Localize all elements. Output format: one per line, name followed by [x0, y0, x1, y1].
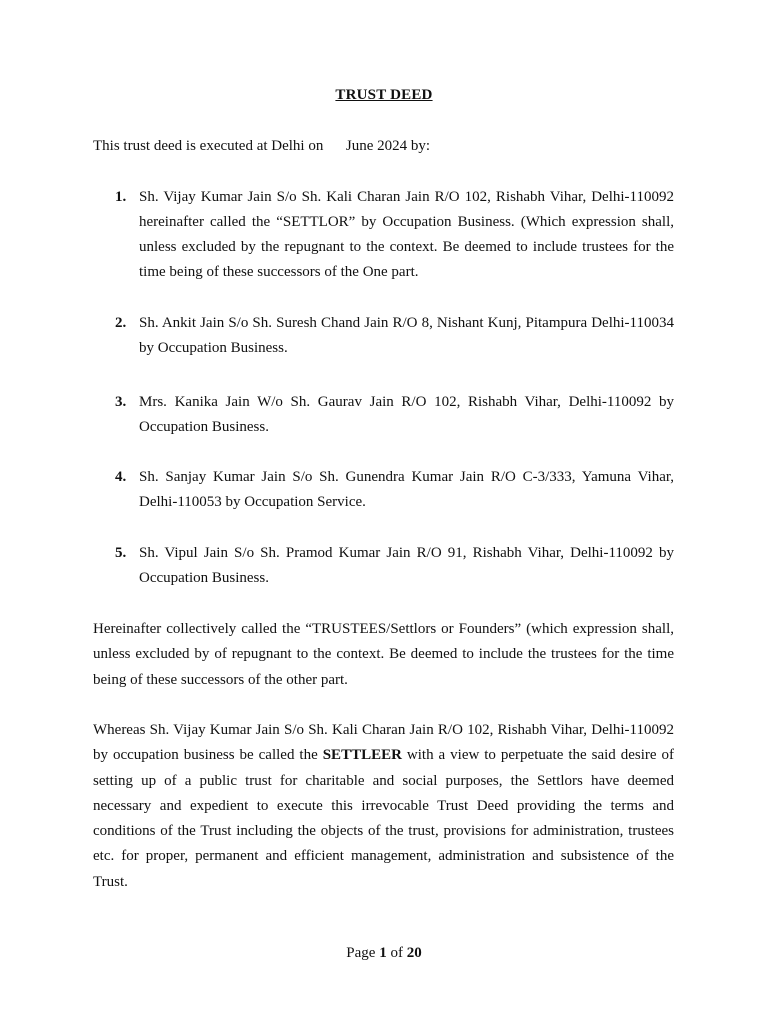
page-footer: [0, 945, 768, 962]
party-item: [115, 311, 674, 361]
party-text: Sh. Ankit Jain S/o Sh. Suresh Chand Jain R/O 8, Nishant Kunj, Pitampura Delhi-110034 by Occupation Business.: [139, 315, 674, 356]
party-number: 3.: [115, 394, 127, 410]
party-item: [115, 541, 674, 591]
party-text: Sh. Sanjay Kumar Jain S/o Sh. Gunendra Kumar Jain R/O C-3/333, Yamuna Vihar, Delhi-110053 by Occupation Service.: [139, 469, 674, 510]
hereinafter-paragraph: Hereinafter collectively called the “TRUSTEES/Settlors or Founders” (which expression shall, unless excluded by of repugnant to the context. Be deemed to include the trustees for the time being of these successors of the other part.: [93, 621, 674, 688]
party-number: 5.: [115, 545, 127, 561]
whereas-text-after: with a view to perpetuate the said desire of setting up of a public trust for charitable and social purposes, the Settlors have deemed necessary and expedient to execute this irrevocable Trust Deed providing the terms and conditions of the Trust including the objects of the trust, provisions for administration, trustees etc. for proper, permanent and efficient management, administration and subsistence of the Trust.: [93, 747, 675, 890]
intro-line: This trust deed is executed at Delhi on June 2024 by:: [93, 138, 431, 154]
page-current: 1: [379, 945, 387, 961]
party-number: 1.: [115, 189, 127, 205]
party-number: 4.: [115, 469, 127, 485]
page-label: Page: [346, 945, 376, 961]
party-text: Sh. Vipul Jain S/o Sh. Pramod Kumar Jain R/O 91, Rishabh Vihar, Delhi-110092 by Occupation Business.: [139, 545, 674, 586]
party-item: [115, 185, 674, 285]
whereas-text-before: Whereas Sh. Vijay Kumar Jain S/o Sh. Kali Charan Jain R/O 102, Rishabh Vihar, Delhi-110092 by occupation business be called the: [93, 722, 674, 764]
document-title: TRUST DEED: [335, 87, 433, 103]
party-text: Sh. Vijay Kumar Jain S/o Sh. Kali Charan Jain R/O 102, Rishabh Vihar, Delhi-110092 hereinafter called the “SETTLOR” by Occupation Business. (Which expression shall, unless excluded by the repugnant to the context. Be deemed to include trustees for the time being of these successors of the One part.: [139, 189, 674, 280]
party-number: 2.: [115, 315, 127, 331]
party-text: Mrs. Kanika Jain W/o Sh. Gaurav Jain R/O 102, Rishabh Vihar, Delhi-110092 by Occupation Business.: [139, 394, 674, 435]
party-item: [115, 390, 674, 440]
party-item: [115, 465, 674, 515]
page-total: 20: [406, 945, 422, 961]
settleer-term: SETTLEER: [322, 747, 402, 764]
of-label: of: [390, 945, 403, 961]
whereas-paragraph: [93, 718, 674, 895]
